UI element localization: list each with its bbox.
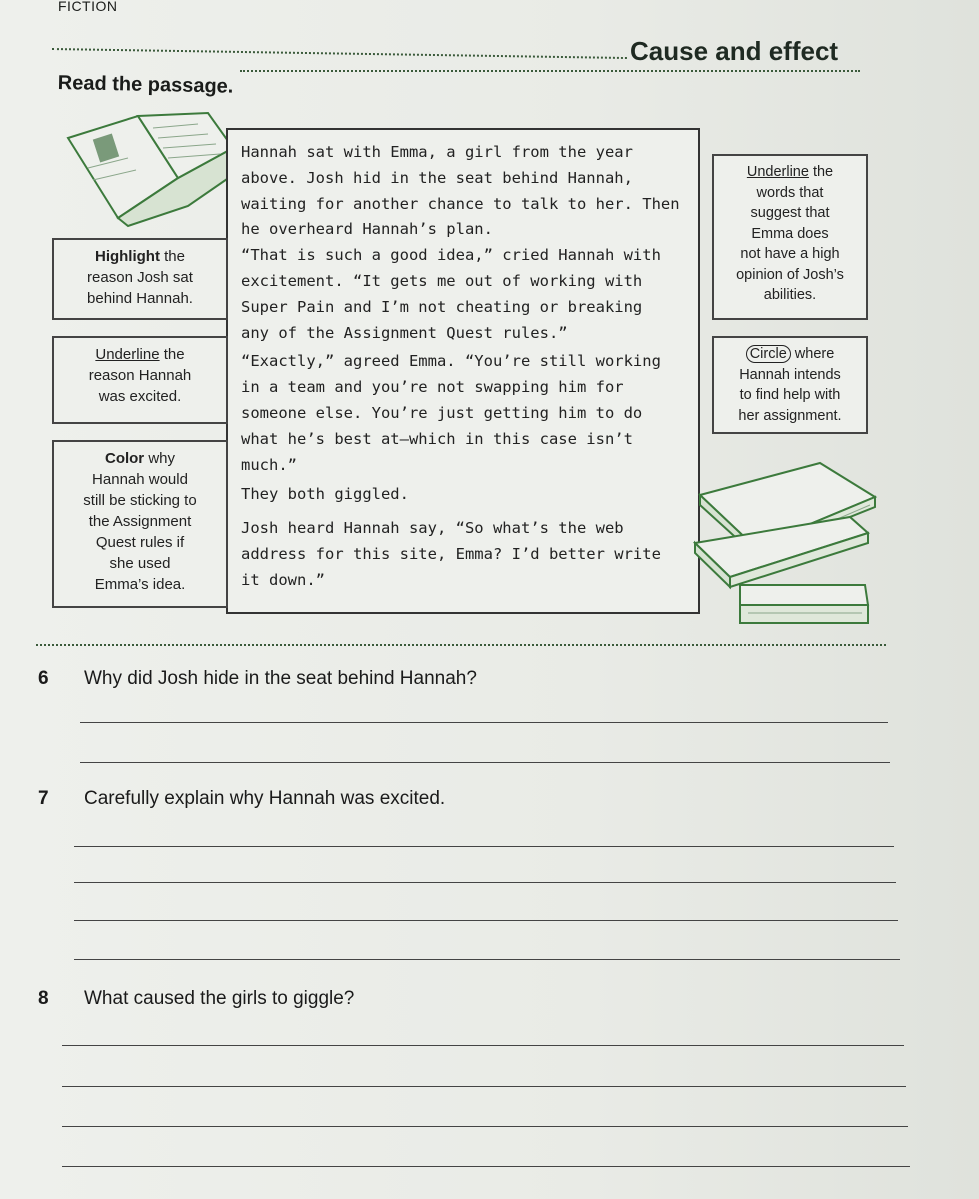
instruction-text: her assignment. <box>738 407 842 424</box>
question-text: Carefully explain why Hannah was excited. <box>84 788 446 809</box>
passage-line: much.” <box>241 455 297 474</box>
instruction-text: reason Josh sat <box>87 269 193 286</box>
page-title: Cause and effect <box>630 36 839 66</box>
passage-line: above. Josh hid in the seat behind Hannah, <box>241 168 633 187</box>
question-6 <box>38 668 477 690</box>
passage-line: it down.” <box>241 570 325 589</box>
instruction-text: why <box>144 450 175 467</box>
instruction-text: Quest rules if <box>95 534 185 551</box>
instruction-text: not have a high <box>740 246 840 262</box>
instruction-text: Hannah intends <box>739 366 841 383</box>
instruction: Read the passage. <box>57 72 234 98</box>
passage-line: what he’s best at—which in this case isn’t <box>241 429 633 448</box>
passage-line: any of the Assignment Quest rules.” <box>241 323 568 342</box>
instruction-text: the Assignment <box>88 513 192 530</box>
instruction-keyword: Highlight <box>94 248 160 265</box>
question-text: What caused the girls to giggle? <box>84 988 355 1009</box>
underline-instruction-box <box>52 336 228 424</box>
answer-line[interactable] <box>74 846 894 847</box>
question-7 <box>38 788 445 810</box>
passage-line: Josh heard Hannah say, “So what’s the web <box>241 519 624 538</box>
instruction-text: still be sticking to <box>83 492 197 509</box>
passage-line: he overheard Hannah’s plan. <box>241 220 493 239</box>
instruction-text: Emma’s idea. <box>94 576 186 593</box>
instruction-text: the <box>159 248 185 265</box>
answer-line[interactable] <box>62 1086 906 1087</box>
section-dotted-rule <box>36 644 886 646</box>
passage-line: address for this site, Emma? I’d better write <box>241 544 661 563</box>
passage-line: “That is such a good idea,” cried Hannah with <box>241 246 661 265</box>
passage-line: Hannah sat with Emma, a girl from the year <box>241 143 633 161</box>
instruction-text: to find help with <box>739 387 841 403</box>
underline-words-instruction-box <box>712 154 868 320</box>
instruction-keyword: Circle <box>746 345 791 363</box>
passage-line: someone else. You’re just getting him to do <box>241 403 643 422</box>
passage-line: “Exactly,” agreed Emma. “You’re still working <box>241 352 661 371</box>
title-dotted-rule <box>240 70 860 72</box>
answer-line[interactable] <box>74 920 898 921</box>
answer-line[interactable] <box>62 1045 904 1046</box>
instruction-text: suggest that <box>750 205 830 221</box>
passage-line: excitement. “It gets me out of working with <box>241 271 643 290</box>
highlight-instruction-box <box>52 238 228 320</box>
question-text: Why did Josh hide in the seat behind Hannah? <box>84 668 477 689</box>
instruction-text: Emma does <box>751 225 829 242</box>
question-number: 7 <box>38 788 49 809</box>
instruction-text: she used <box>109 555 171 572</box>
answer-line[interactable] <box>62 1126 908 1127</box>
answer-line[interactable] <box>62 1166 910 1167</box>
answer-line[interactable] <box>80 762 890 763</box>
circle-instruction-box <box>712 336 868 434</box>
color-instruction-box <box>52 440 228 608</box>
answer-line[interactable] <box>74 959 900 960</box>
instruction-keyword: Color <box>104 450 145 467</box>
open-book-icon <box>58 108 248 228</box>
instruction-text: was excited. <box>98 388 182 405</box>
passage-text <box>241 140 701 594</box>
passage-line: waiting for another chance to talk to her. Then <box>241 194 680 213</box>
section-tag: FICTION <box>58 0 118 14</box>
passage-line: in a team and you’re not swapping him for <box>241 378 624 397</box>
passage-line: They both giggled. <box>241 485 409 504</box>
answer-line[interactable] <box>74 882 896 883</box>
instruction-keyword: Underline <box>95 346 160 363</box>
answer-line[interactable] <box>80 722 888 723</box>
question-number: 8 <box>38 988 49 1009</box>
instruction-text: reason Hannah <box>88 367 192 384</box>
instruction-text: the <box>159 346 185 363</box>
instruction-text: where <box>790 346 835 362</box>
instruction-text: opinion of Josh’s <box>736 266 844 283</box>
question-8 <box>38 988 354 1010</box>
instruction-text: Hannah would <box>92 471 188 488</box>
question-number: 6 <box>38 668 49 689</box>
instruction-text: abilities. <box>763 287 817 303</box>
passage-line: Super Pain and I’m not cheating or breaking <box>241 297 643 316</box>
instruction-text: words that <box>756 184 824 201</box>
book-stack-icon <box>690 455 880 635</box>
instruction-text: behind Hannah. <box>87 290 193 307</box>
instruction-keyword: Underline <box>746 164 809 180</box>
instruction-text: the <box>808 164 834 180</box>
